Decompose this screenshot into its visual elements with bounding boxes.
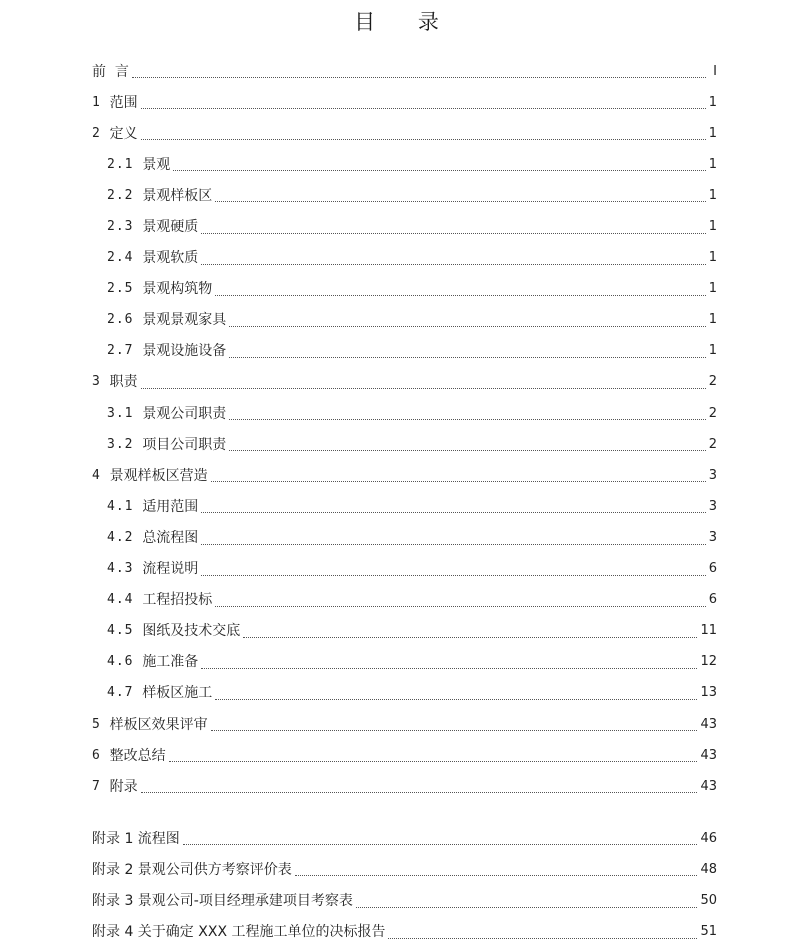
toc-entry-number: 1 (92, 94, 110, 110)
toc-entry[interactable] (92, 740, 717, 771)
toc-entry-number: 4 (92, 467, 110, 483)
dot-leader (173, 170, 705, 171)
toc-subentry[interactable] (92, 398, 717, 429)
dot-leader (211, 481, 706, 482)
toc-entry-label: 景观 (142, 156, 171, 173)
dot-leader (201, 544, 705, 545)
toc-page-number: 1 (708, 312, 717, 328)
toc-subentry[interactable] (92, 336, 717, 367)
toc-entry-label: 适用范围 (142, 498, 199, 515)
toc-subentry[interactable] (92, 491, 717, 522)
toc-entry-label: 前 言 (92, 63, 129, 80)
dot-leader (141, 139, 706, 140)
toc-page-number: 1 (708, 156, 717, 172)
toc-entry[interactable] (92, 885, 717, 916)
dot-leader (169, 761, 698, 762)
toc-entry-label: 附录 2 景观公司供方考察评价表 (92, 861, 292, 878)
toc-page-number: 46 (700, 830, 717, 846)
section-gap (92, 802, 717, 823)
toc-page-number: 50 (700, 892, 717, 908)
toc-subentry[interactable] (92, 522, 717, 553)
dot-leader (183, 844, 698, 845)
dot-leader (141, 792, 698, 793)
toc-subentry[interactable] (92, 149, 717, 180)
toc-entry-label: 景观软质 (142, 250, 199, 267)
toc-appendix-section (92, 823, 717, 947)
toc-entry[interactable] (92, 709, 717, 740)
toc-entry-number: 4.5 (107, 623, 143, 639)
dot-leader (132, 77, 706, 78)
dot-leader (215, 606, 705, 607)
toc-page-number: 1 (708, 250, 717, 266)
toc-entry-label: 定义 (109, 125, 138, 142)
toc-subentry[interactable] (92, 243, 717, 274)
toc-entry[interactable] (92, 917, 717, 948)
toc-entry-label: 景观景观家具 (142, 312, 227, 329)
toc-entry-label: 附录 1 流程图 (92, 830, 180, 847)
toc-subentry[interactable] (92, 211, 717, 242)
toc-entry-number: 2.1 (107, 156, 143, 172)
dot-leader (141, 108, 706, 109)
toc-entry-label: 景观样板区 (142, 187, 213, 204)
toc-entry-label: 整改总结 (109, 747, 166, 764)
toc-entry-label: 图纸及技术交底 (142, 623, 241, 640)
toc-page-number: 2 (708, 405, 717, 421)
toc-entry-label: 流程说明 (142, 561, 199, 578)
toc-entry-number: 7 (92, 778, 110, 794)
toc-page-number: 1 (708, 187, 717, 203)
toc-page-number: 1 (708, 94, 717, 110)
dot-leader (201, 668, 697, 669)
toc-page-number: 48 (700, 861, 717, 877)
toc-entry[interactable] (92, 854, 717, 885)
dot-leader (356, 907, 698, 908)
dot-leader (141, 388, 706, 389)
toc-entry-number: 2.6 (107, 312, 143, 328)
dot-leader (215, 295, 705, 296)
toc-page-number: 3 (708, 529, 717, 545)
toc-page-number: 12 (700, 654, 717, 670)
toc-entry-label: 总流程图 (142, 529, 199, 546)
toc-subentry[interactable] (92, 180, 717, 211)
toc-entry-number: 3.1 (107, 405, 143, 421)
toc-main-section (92, 56, 717, 802)
dot-leader (201, 512, 705, 513)
toc-subentry[interactable] (92, 274, 717, 305)
toc-page-number: 3 (708, 498, 717, 514)
toc-subentry[interactable] (92, 585, 717, 616)
toc-page-number: 11 (700, 623, 717, 639)
toc-page-number: 1 (708, 219, 717, 235)
toc-subentry[interactable] (92, 429, 717, 460)
toc-page-number: 51 (700, 924, 717, 940)
toc-page-number: 6 (708, 592, 717, 608)
toc-entry[interactable] (92, 460, 717, 491)
toc-entry-label: 附录 (109, 778, 138, 795)
toc-entry-label: 景观硬质 (142, 219, 199, 236)
dot-leader (229, 419, 705, 420)
toc-entry-label: 景观设施设备 (142, 343, 227, 360)
toc-entry-label: 范围 (109, 94, 138, 111)
toc-entry-label: 附录 3 景观公司-项目经理承建项目考察表 (92, 892, 353, 909)
toc-entry-number: 4.7 (107, 685, 143, 701)
toc-page-number: 43 (700, 778, 717, 794)
dot-leader (211, 730, 698, 731)
table-of-contents (92, 56, 717, 948)
toc-entry-number: 2.2 (107, 187, 143, 203)
dot-leader (201, 264, 705, 265)
toc-entry-label: 施工准备 (142, 654, 199, 671)
toc-page-number: 1 (708, 281, 717, 297)
toc-entry-label: 样板区效果评审 (109, 716, 208, 733)
toc-page-number: 43 (700, 716, 717, 732)
toc-entry[interactable] (92, 823, 717, 854)
toc-entry-number: 2 (92, 125, 110, 141)
toc-subentry[interactable] (92, 554, 717, 585)
toc-entry-number: 4.4 (107, 592, 143, 608)
toc-entry-number: 5 (92, 716, 110, 732)
toc-entry-number: 2.5 (107, 281, 143, 297)
toc-page-number: 43 (700, 747, 717, 763)
toc-entry[interactable] (92, 87, 717, 118)
toc-entry-number: 2.4 (107, 250, 143, 266)
toc-entry-number: 2.3 (107, 219, 143, 235)
toc-page-number: 1 (708, 343, 717, 359)
toc-entry[interactable] (92, 367, 717, 398)
toc-subentry[interactable] (92, 616, 717, 647)
toc-entry-label: 职责 (109, 374, 138, 391)
toc-subentry[interactable] (92, 678, 717, 709)
dot-leader (229, 326, 705, 327)
toc-page-number: 2 (708, 436, 717, 452)
dot-leader (295, 875, 698, 876)
toc-entry-number: 3 (92, 374, 110, 390)
toc-entry-number: 6 (92, 747, 110, 763)
toc-entry-number: 4.3 (107, 561, 143, 577)
toc-entry-number: 4.1 (107, 498, 143, 514)
dot-leader (201, 575, 705, 576)
toc-entry-label: 样板区施工 (142, 685, 213, 702)
toc-page-number: 3 (708, 467, 717, 483)
dot-leader (215, 201, 705, 202)
toc-entry-number: 2.7 (107, 343, 143, 359)
dot-leader (229, 450, 705, 451)
dot-leader (229, 357, 705, 358)
dot-leader (215, 699, 697, 700)
toc-entry[interactable] (92, 118, 717, 149)
toc-entry[interactable] (92, 771, 717, 802)
dot-leader (243, 637, 697, 638)
toc-entry-label: 景观公司职责 (142, 405, 227, 422)
toc-page-number: 13 (700, 685, 717, 701)
toc-subentry[interactable] (92, 647, 717, 678)
toc-entry-label: 附录 4 关于确定 XXX 工程施工单位的决标报告 (92, 924, 386, 941)
toc-entry[interactable] (92, 56, 717, 87)
toc-entry-number: 4.6 (107, 654, 143, 670)
toc-page-number: 1 (708, 125, 717, 141)
toc-subentry[interactable] (92, 305, 717, 336)
toc-page-number: 6 (708, 561, 717, 577)
toc-entry-number: 3.2 (107, 436, 143, 452)
toc-entry-label: 工程招投标 (142, 592, 213, 609)
dot-leader (201, 233, 705, 234)
toc-entry-number: 4.2 (107, 529, 143, 545)
toc-page-number: 2 (708, 374, 717, 390)
toc-page-number: I (713, 63, 717, 79)
page-title: 目 录 (354, 10, 457, 34)
toc-entry-label: 景观构筑物 (142, 281, 213, 298)
toc-entry-label: 景观样板区营造 (109, 467, 208, 484)
toc-entry-label: 项目公司职责 (142, 436, 227, 453)
